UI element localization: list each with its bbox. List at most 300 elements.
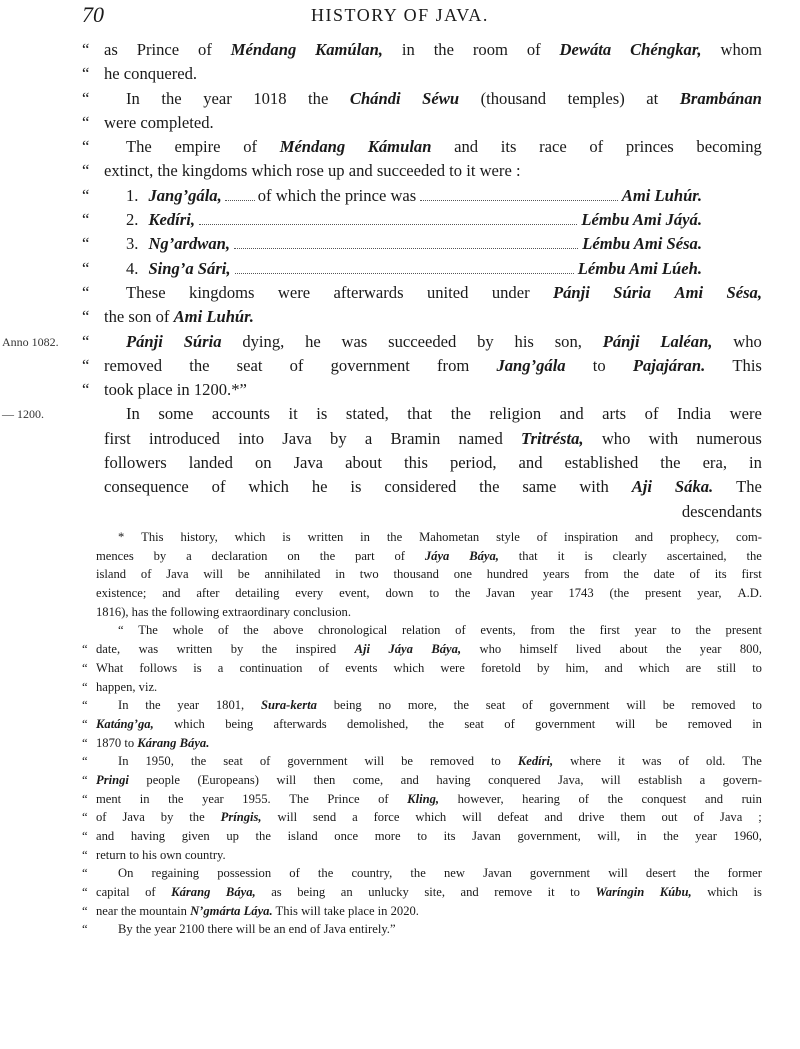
word <box>706 752 725 771</box>
word <box>671 621 681 640</box>
text-line <box>82 808 762 827</box>
word-part: chronological <box>318 623 388 638</box>
word-part: govern- <box>722 772 762 787</box>
prince-name: Ami Luhúr. <box>621 185 702 205</box>
word <box>553 281 590 305</box>
word-part: the <box>308 88 329 108</box>
text-run: 1870 to <box>96 735 138 750</box>
word <box>255 451 272 475</box>
word-part: the <box>665 642 682 657</box>
word-part: be <box>655 716 668 731</box>
word <box>276 771 296 790</box>
word-part: era, <box>702 453 727 473</box>
word-part: of <box>218 623 229 638</box>
word-part: of <box>536 530 548 544</box>
word-part: The <box>138 623 158 638</box>
word <box>654 565 675 584</box>
word-part: Méndang <box>279 137 346 157</box>
word <box>565 451 639 475</box>
word-part: relation <box>402 623 441 638</box>
word-part: desert <box>645 866 676 881</box>
word <box>666 640 681 659</box>
word <box>335 565 345 584</box>
word <box>543 565 570 584</box>
word <box>378 696 391 715</box>
word <box>104 475 189 499</box>
word <box>645 584 681 603</box>
word <box>404 451 428 475</box>
word <box>278 281 310 305</box>
word <box>603 330 640 354</box>
list-number: 3. <box>126 234 139 254</box>
word-part: with <box>648 428 679 448</box>
word-part: Súria <box>183 331 222 351</box>
word-part: India <box>677 404 712 424</box>
word-part: are <box>685 660 702 675</box>
word-part: of <box>211 477 226 497</box>
word-part: send <box>313 810 337 825</box>
main-text <box>2 38 762 524</box>
word-part: the <box>168 791 184 806</box>
word <box>297 883 325 902</box>
text-run: extinct, the kingdoms which rose up and succeeded to it were : <box>104 161 521 181</box>
word <box>278 808 298 827</box>
word-part: The <box>742 754 762 769</box>
word-part: were <box>729 404 762 424</box>
word-part: with <box>579 477 609 497</box>
word-part: seat <box>464 716 484 731</box>
word <box>339 584 369 603</box>
word <box>608 790 623 809</box>
text-line <box>82 846 762 865</box>
open-quote <box>82 528 96 547</box>
word-part: remove <box>494 885 533 900</box>
text-run: descendants <box>681 501 762 521</box>
word-part: by <box>160 810 174 825</box>
word-part: about <box>619 642 648 657</box>
word-part: Java, <box>558 772 584 787</box>
word <box>597 827 620 846</box>
text-run: near the mountain <box>96 903 191 918</box>
word-part: one <box>453 567 472 582</box>
word-part: ment <box>96 791 122 806</box>
word-part: of <box>689 567 700 582</box>
word-part: force <box>373 810 400 825</box>
open-quote <box>82 584 96 603</box>
word-part: of <box>145 885 156 900</box>
word-part: Pánji <box>602 331 640 351</box>
word <box>560 402 584 426</box>
prince-name: Lémbu Ami Lúeh. <box>577 258 702 278</box>
word <box>736 475 762 499</box>
word <box>243 135 257 159</box>
word <box>568 584 593 603</box>
prince-name: Lémbu Ami Sésa. <box>582 234 702 254</box>
word <box>280 135 345 159</box>
word <box>613 547 647 566</box>
word-part: Báya, <box>431 642 462 657</box>
word <box>480 640 502 659</box>
line-body <box>96 904 419 918</box>
word-part: who <box>479 642 502 657</box>
word-part: will <box>608 866 628 881</box>
text-line <box>82 500 762 524</box>
word-part: history, <box>180 530 218 544</box>
line-body <box>96 715 762 734</box>
margin-note: — 1200. <box>2 407 44 422</box>
word <box>238 427 264 451</box>
line-body <box>104 87 762 111</box>
word-part: year <box>634 623 657 638</box>
word-part: be <box>662 698 675 713</box>
word-part: capital <box>96 885 130 900</box>
word-part: conquest <box>641 791 687 806</box>
word-part: and <box>162 586 181 601</box>
word-part: its <box>714 567 727 582</box>
line-body <box>682 502 762 521</box>
open-quote: “ <box>82 735 88 750</box>
word <box>579 475 609 499</box>
word <box>118 752 129 771</box>
word-part: it <box>288 404 298 424</box>
word-part: the <box>479 477 500 497</box>
word-part: removed <box>687 716 732 731</box>
word-part: foretold <box>480 660 521 675</box>
word <box>593 354 606 378</box>
word-part: out <box>661 810 678 825</box>
word <box>345 659 377 678</box>
word <box>519 451 543 475</box>
word-part: the <box>317 866 334 881</box>
open-quote: “ <box>82 210 90 230</box>
open-quote: “ <box>82 112 90 132</box>
word <box>675 475 713 499</box>
word-part: Chéngkar, <box>630 40 702 59</box>
word <box>728 864 762 883</box>
word <box>733 330 762 354</box>
word <box>226 827 239 846</box>
word-part: the <box>189 355 210 375</box>
word-part: Javan <box>486 586 515 601</box>
word <box>720 808 742 827</box>
word-part: which <box>393 660 425 675</box>
word-part: date <box>653 567 675 582</box>
margin-note: Anno 1082. <box>2 334 59 349</box>
word-part: “ <box>118 623 124 638</box>
word-part: Sura-kerta <box>260 698 317 713</box>
open-quote: “ <box>82 355 90 375</box>
word-part: becoming <box>696 137 762 157</box>
line-body <box>104 281 762 305</box>
word <box>486 584 515 603</box>
text-run: return to his own country. <box>96 847 226 862</box>
line-body <box>104 475 762 499</box>
word-part: of <box>140 567 152 582</box>
word-part: Prince <box>327 791 360 806</box>
word-part: the <box>243 623 259 638</box>
word-part: and <box>704 791 724 806</box>
word <box>630 38 701 62</box>
word <box>96 584 146 603</box>
word-part: more <box>374 829 401 843</box>
word <box>459 427 503 451</box>
word-part: temples) <box>567 88 625 108</box>
word <box>402 38 415 62</box>
open-quote: “ <box>82 679 88 694</box>
word-part: of <box>589 137 604 157</box>
line-body <box>96 864 762 883</box>
leader-dots <box>235 260 574 274</box>
open-quote: “ <box>82 307 90 327</box>
word-part: Prince <box>136 40 180 59</box>
open-quote: “ <box>82 380 90 400</box>
word <box>351 864 392 883</box>
open-quote <box>82 475 104 499</box>
word <box>145 883 156 902</box>
word <box>696 427 761 451</box>
word <box>174 135 220 159</box>
text-line <box>82 135 762 159</box>
word-part: two <box>359 567 379 582</box>
italic-term: Ami Luhúr. <box>173 307 254 327</box>
word-part: was <box>641 754 662 769</box>
line-body <box>96 528 762 547</box>
word-part: in <box>360 530 370 544</box>
word-part: were <box>277 282 311 302</box>
prince-name: Lémbu Ami Jáyá. <box>581 210 702 230</box>
word-part: of <box>289 866 300 881</box>
word-part: more, <box>407 698 437 713</box>
word-part: he <box>311 477 328 497</box>
word <box>104 38 118 62</box>
word <box>616 715 636 734</box>
word <box>408 696 437 715</box>
word-part: he <box>305 331 321 351</box>
text-line <box>82 111 762 135</box>
word <box>440 659 464 678</box>
word-part: of <box>198 40 212 59</box>
word-part: Javan <box>483 866 512 881</box>
word-part: race <box>539 137 567 157</box>
word <box>437 354 469 378</box>
text-line <box>82 305 762 329</box>
word <box>595 883 644 902</box>
word-part: inspiration <box>564 530 619 544</box>
word <box>602 427 631 451</box>
word <box>695 621 710 640</box>
word-part: will <box>601 772 621 787</box>
italic-term: N’gmárta Láya. <box>190 903 273 918</box>
word <box>522 696 533 715</box>
word <box>140 790 150 809</box>
word <box>646 864 676 883</box>
word <box>558 771 584 790</box>
text-run: By the year 2100 there will be an end of Java entirely.” <box>118 922 396 937</box>
word-part: clearly <box>612 548 647 563</box>
word <box>558 547 565 566</box>
word-part: his <box>514 331 534 351</box>
line-body <box>96 752 762 771</box>
word-part: is <box>350 477 362 497</box>
word <box>454 696 469 715</box>
word <box>365 427 372 451</box>
word <box>638 771 682 790</box>
word-part: In <box>126 88 140 108</box>
word-part: the <box>255 829 271 843</box>
word <box>287 547 300 566</box>
word <box>454 135 478 159</box>
word <box>287 752 347 771</box>
word <box>740 640 762 659</box>
word-part: religion <box>489 404 542 424</box>
word-part: Príngis, <box>220 810 262 825</box>
word-part: ascertained, <box>666 548 727 563</box>
word-part: (the <box>609 586 630 601</box>
word <box>314 771 336 790</box>
word <box>152 864 200 883</box>
word-part: government <box>549 698 610 713</box>
text-line <box>82 659 762 678</box>
word <box>216 696 244 715</box>
list-body <box>104 232 762 256</box>
word-part: of <box>289 355 304 375</box>
word <box>602 402 626 426</box>
word <box>693 808 704 827</box>
word <box>96 827 114 846</box>
line-body <box>104 307 254 326</box>
line-body <box>96 771 762 790</box>
word-part: the <box>450 404 471 424</box>
word-part: as <box>104 40 118 59</box>
word-part: it <box>557 548 565 563</box>
text-line <box>82 427 762 451</box>
word-part: On <box>118 866 134 881</box>
word-part: is <box>282 530 291 544</box>
text-line <box>82 864 762 883</box>
text-line <box>82 696 762 715</box>
word <box>223 752 243 771</box>
line-body <box>96 680 157 694</box>
word-part: and <box>544 810 563 825</box>
word-part: at <box>646 88 659 108</box>
word-part: Java <box>282 428 312 448</box>
word-part: drive <box>578 810 605 825</box>
word-part: introduced <box>148 428 220 448</box>
line-body <box>96 922 396 936</box>
word <box>240 659 303 678</box>
word-part: to <box>491 754 501 769</box>
word <box>141 565 152 584</box>
word-part: afterwards <box>273 716 327 731</box>
word-part: Kámulan <box>367 137 432 157</box>
word <box>126 87 140 111</box>
word-part: seat <box>236 355 263 375</box>
word <box>732 354 762 378</box>
word <box>752 696 762 715</box>
text-line <box>82 565 762 584</box>
word-part: of <box>693 810 704 825</box>
word <box>294 451 324 475</box>
word-part: by <box>477 331 494 351</box>
word <box>749 451 762 475</box>
word <box>695 827 717 846</box>
word-part: Jáya <box>424 548 450 563</box>
word-part: same <box>522 477 557 497</box>
word-part: of <box>394 548 405 563</box>
word <box>122 808 144 827</box>
word-part: seat <box>223 754 243 769</box>
word <box>305 330 321 354</box>
word <box>450 451 497 475</box>
text-run: took place in 1200.*” <box>104 380 247 400</box>
word-part: of <box>526 40 541 59</box>
word <box>243 621 258 640</box>
word <box>96 790 121 809</box>
word <box>350 475 361 499</box>
word-part: it <box>617 754 625 769</box>
word-part: and <box>400 772 419 787</box>
word <box>388 330 456 354</box>
word-part: above <box>273 623 304 638</box>
text-line <box>82 159 762 183</box>
word <box>461 883 479 902</box>
list-phrase: of which the prince was <box>257 185 417 205</box>
word <box>537 528 548 547</box>
word <box>242 330 284 354</box>
word <box>425 547 449 566</box>
open-quote: “ <box>82 903 88 918</box>
word-part: of <box>318 660 330 675</box>
word-part: Mahometan <box>419 530 480 544</box>
word <box>717 659 736 678</box>
word <box>570 883 580 902</box>
word-part: the <box>455 586 471 601</box>
word-part: the <box>663 829 679 843</box>
word <box>469 547 499 566</box>
word <box>391 427 441 451</box>
word <box>402 621 440 640</box>
word-part: people <box>146 772 180 787</box>
word-part: the <box>145 698 161 713</box>
word <box>419 528 479 547</box>
word <box>218 659 224 678</box>
word <box>752 659 762 678</box>
word <box>374 808 400 827</box>
word-part: continuation <box>239 660 303 675</box>
word-part: Báya, <box>225 885 256 900</box>
word <box>341 883 353 902</box>
word-part: existence; <box>96 586 147 601</box>
word-part: a <box>186 548 192 563</box>
word-part: the <box>694 866 710 881</box>
word-part: events <box>345 660 378 675</box>
word-part: the <box>190 754 207 769</box>
word-part: a <box>364 428 373 448</box>
word <box>261 696 317 715</box>
word <box>355 547 375 566</box>
text-line <box>82 603 762 622</box>
word-part: Bramin <box>390 428 441 448</box>
open-quote <box>82 547 96 566</box>
word-part: Java <box>122 810 145 825</box>
word-part: was <box>341 331 368 351</box>
word-part: date, <box>96 642 121 657</box>
word <box>741 565 761 584</box>
word <box>296 640 337 659</box>
open-quote: “ <box>82 64 90 84</box>
word <box>754 883 762 902</box>
line-body <box>96 640 762 659</box>
